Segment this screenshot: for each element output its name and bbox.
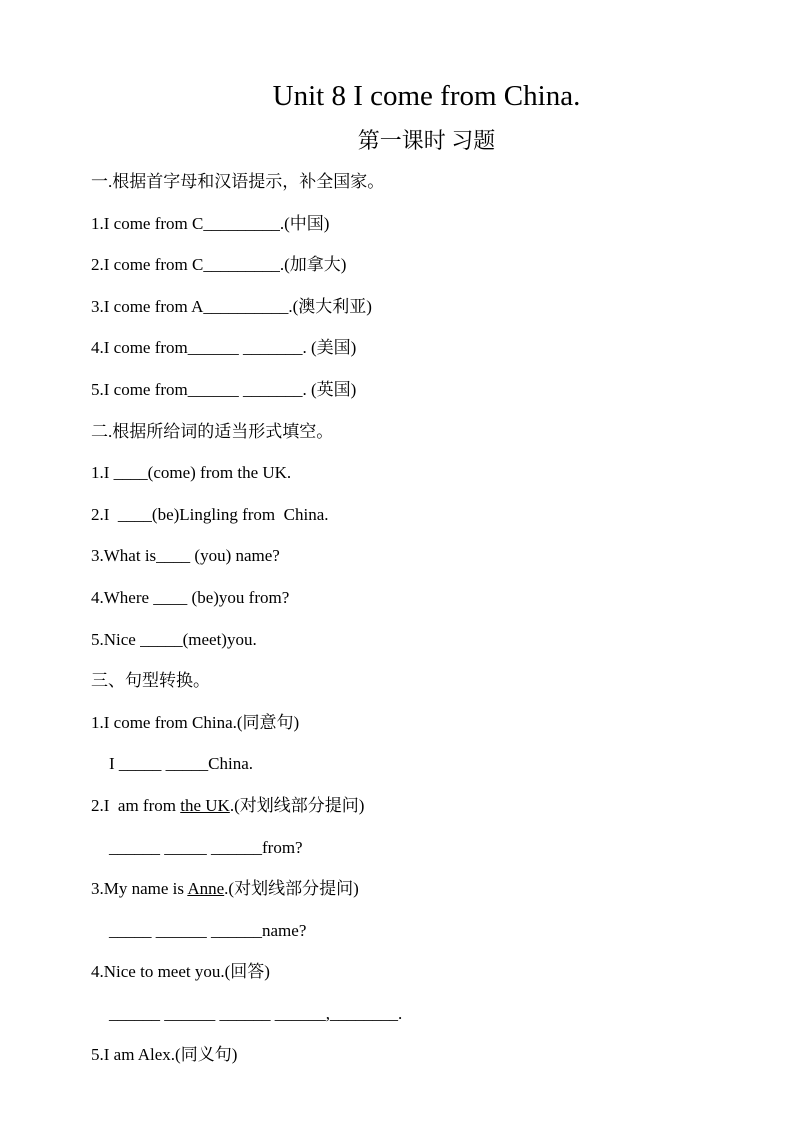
answer-line: ______ ______ ______ ______,________. bbox=[109, 1003, 403, 1023]
question: 1.I come from C_________.(中国) bbox=[91, 213, 330, 233]
question: 5.Nice _____(meet)you. bbox=[91, 629, 257, 649]
question: 5.I am Alex.(同义句) bbox=[91, 1045, 238, 1065]
question: 4.I come from______ _______. (美国) bbox=[91, 338, 357, 358]
question: 3.What is____ (you) name? bbox=[91, 546, 280, 566]
question: 2.I come from C_________.(加拿大) bbox=[91, 255, 347, 275]
section3-heading: 三、句型转换。 bbox=[91, 671, 210, 691]
question-hint: .(对划线部分提问) bbox=[229, 795, 365, 815]
answer-line: ______ _____ ______from? bbox=[109, 837, 303, 857]
underlined-phrase: Anne bbox=[187, 879, 225, 899]
question: 5.I come from______ _______. (英国) bbox=[91, 379, 357, 399]
question: 1.I come from China.(同意句) bbox=[91, 712, 300, 732]
question: 3.I come from A__________.(澳大利亚) bbox=[91, 296, 372, 316]
question bbox=[91, 876, 753, 918]
question-text: 3.My name is bbox=[91, 879, 188, 899]
page-title: Unit 8 I come from China. bbox=[272, 80, 581, 112]
question-hint: .(对划线部分提问) bbox=[224, 879, 359, 899]
page-subtitle: 第一课时 习题 bbox=[357, 128, 496, 153]
question: 1.I ____(come) from the UK. bbox=[91, 463, 292, 483]
underlined-phrase: the UK bbox=[180, 795, 230, 815]
question: 4.Where ____ (be)you from? bbox=[91, 587, 290, 607]
section2-heading: 二.根据所给词的适当形式填空。 bbox=[91, 421, 334, 441]
answer-line: I _____ _____China. bbox=[109, 754, 254, 774]
question: 2.I ____(be)Lingling from China. bbox=[91, 504, 329, 524]
question bbox=[91, 793, 753, 835]
question: 4.Nice to meet you.(回答) bbox=[91, 962, 270, 982]
answer-line: _____ ______ ______name? bbox=[109, 920, 307, 940]
worksheet-body bbox=[91, 169, 753, 1084]
section1-heading: 一.根据首字母和汉语提示，补全国家。 bbox=[91, 172, 385, 191]
question-text: 2.I am from bbox=[91, 795, 181, 815]
